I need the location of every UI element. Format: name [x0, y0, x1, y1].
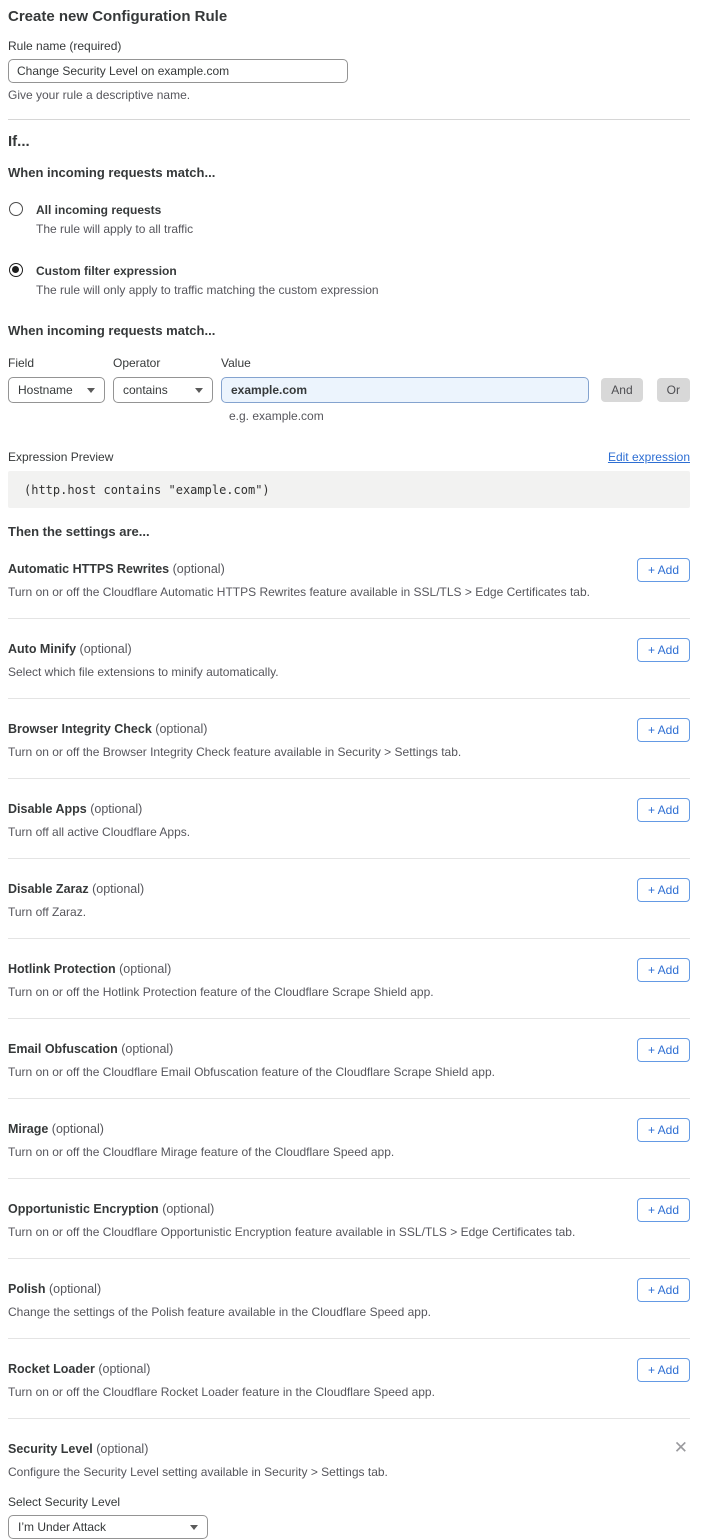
setting-description: Turn off Zaraz.: [8, 905, 87, 919]
setting-row: [8, 539, 690, 619]
setting-optional-tag: (optional): [121, 1042, 174, 1056]
setting-name: Opportunistic Encryption: [8, 1202, 159, 1216]
radio-button[interactable]: [9, 263, 23, 277]
match-type-radio-group: [8, 201, 690, 297]
setting-optional-tag: (optional): [90, 802, 143, 816]
setting-description: Turn on or off the Cloudflare Email Obfuscation feature of the Cloudflare Scrape Shield app.: [8, 1065, 495, 1079]
security-level-select[interactable]: [8, 1515, 208, 1539]
setting-optional-tag: (optional): [96, 1442, 149, 1456]
setting-description: Turn on or off the Cloudflare Rocket Loader feature in the Cloudflare Speed app.: [8, 1385, 435, 1399]
setting-row: [8, 1019, 690, 1099]
setting-optional-tag: (optional): [162, 1202, 215, 1216]
setting-description: Configure the Security Level setting available in Security > Settings tab.: [8, 1465, 388, 1479]
add-button[interactable]: + Add: [637, 1198, 690, 1222]
add-button[interactable]: + Add: [637, 798, 690, 822]
radio-button[interactable]: [9, 202, 23, 216]
security-level-select-value: I’m Under Attack: [18, 1520, 107, 1534]
setting-row: [8, 939, 690, 1019]
radio-option-description: The rule will only apply to traffic matching the custom expression: [36, 283, 379, 297]
setting-name: Disable Zaraz: [8, 882, 89, 896]
setting-name: Email Obfuscation: [8, 1042, 118, 1056]
expression-preview-code: (http.host contains "example.com"): [8, 471, 690, 508]
match-type-radio-option[interactable]: [8, 262, 690, 297]
add-button[interactable]: + Add: [637, 718, 690, 742]
section-divider: [8, 119, 690, 120]
add-button[interactable]: + Add: [637, 1038, 690, 1062]
setting-description: Turn on or off the Browser Integrity Check feature available in Security > Settings tab.: [8, 745, 462, 759]
setting-name: Polish: [8, 1282, 46, 1296]
rule-name-section: [8, 39, 690, 102]
setting-name: Automatic HTTPS Rewrites: [8, 562, 170, 576]
security-level-section: [8, 1419, 690, 1539]
setting-name: Hotlink Protection: [8, 962, 116, 976]
expression-preview-label: Expression Preview: [8, 450, 114, 464]
setting-name: Rocket Loader: [8, 1362, 95, 1376]
setting-description: Turn on or off the Cloudflare Mirage feature of the Cloudflare Speed app.: [8, 1145, 395, 1159]
setting-row: [8, 1179, 690, 1259]
setting-row: [8, 1259, 690, 1339]
rule-name-label: Rule name (required): [8, 39, 122, 53]
edit-expression-link[interactable]: Edit expression: [607, 450, 690, 464]
setting-description: Turn off all active Cloudflare Apps.: [8, 825, 191, 839]
setting-optional-tag: (optional): [155, 722, 208, 736]
setting-name: Mirage: [8, 1122, 49, 1136]
operator-select[interactable]: [113, 377, 213, 403]
setting-optional-tag: (optional): [79, 642, 132, 656]
settings-list: [8, 539, 690, 1419]
setting-row: [8, 1099, 690, 1179]
setting-row: [8, 699, 690, 779]
chevron-down-icon: [190, 1525, 198, 1530]
rule-name-input[interactable]: [8, 59, 348, 83]
builder-heading: When incoming requests match...: [8, 323, 216, 338]
add-button[interactable]: + Add: [637, 1118, 690, 1142]
or-button[interactable]: Or: [657, 378, 690, 402]
add-button[interactable]: + Add: [637, 1358, 690, 1382]
field-select[interactable]: [8, 377, 105, 403]
setting-optional-tag: (optional): [92, 882, 145, 896]
and-button[interactable]: And: [601, 378, 642, 402]
if-heading: If...: [8, 133, 30, 150]
setting-description: Change the settings of the Polish feature available in the Cloudflare Speed app.: [8, 1305, 431, 1319]
radio-option-label: All incoming requests: [36, 203, 162, 217]
setting-description: Turn on or off the Hotlink Protection feature of the Cloudflare Scrape Shield app.: [8, 985, 434, 999]
radio-option-description: The rule will apply to all traffic: [36, 222, 194, 236]
if-section: [8, 133, 690, 297]
expression-preview-header: [8, 450, 690, 464]
value-helper: e.g. example.com: [229, 409, 324, 423]
setting-row: [8, 1339, 690, 1419]
field-label: Field: [8, 356, 35, 370]
setting-name: Security Level: [8, 1442, 93, 1456]
value-input[interactable]: [221, 377, 589, 403]
operator-label: Operator: [113, 356, 161, 370]
radio-option-label: Custom filter expression: [36, 264, 177, 278]
setting-optional-tag: (optional): [51, 1122, 104, 1136]
setting-name: Disable Apps: [8, 802, 87, 816]
setting-optional-tag: (optional): [98, 1362, 151, 1376]
setting-description: Turn on or off the Cloudflare Opportunistic Encryption feature available in SSL/TLS > Edge Certificates tab.: [8, 1225, 576, 1239]
add-button[interactable]: + Add: [637, 558, 690, 582]
match-type-radio-option[interactable]: [8, 201, 690, 236]
chevron-down-icon: [195, 388, 203, 393]
setting-row: [8, 859, 690, 939]
chevron-down-icon: [87, 388, 95, 393]
close-icon[interactable]: ✕: [673, 1438, 688, 1457]
setting-optional-tag: (optional): [49, 1282, 102, 1296]
security-level-select-label: Select Security Level: [8, 1495, 121, 1509]
operator-select-value: contains: [123, 383, 168, 397]
setting-row: [8, 619, 690, 699]
setting-optional-tag: (optional): [119, 962, 172, 976]
setting-name: Auto Minify: [8, 642, 77, 656]
then-settings-heading: Then the settings are...: [8, 524, 150, 539]
value-label: Value: [221, 356, 251, 370]
setting-optional-tag: (optional): [172, 562, 225, 576]
field-select-value: Hostname: [18, 383, 73, 397]
add-button[interactable]: + Add: [637, 1278, 690, 1302]
page-title: Create new Configuration Rule: [8, 8, 228, 25]
add-button[interactable]: + Add: [637, 878, 690, 902]
add-button[interactable]: + Add: [637, 958, 690, 982]
rule-name-helper: Give your rule a descriptive name.: [8, 88, 191, 102]
expression-builder: [8, 323, 690, 423]
setting-row: [8, 779, 690, 859]
setting-description: Turn on or off the Cloudflare Automatic HTTPS Rewrites feature available in SSL/TLS > Edge Certificates tab.: [8, 585, 590, 599]
add-button[interactable]: + Add: [637, 638, 690, 662]
setting-description: Select which file extensions to minify automatically.: [8, 665, 279, 679]
incoming-requests-match-subheading: When incoming requests match...: [8, 165, 216, 180]
setting-name: Browser Integrity Check: [8, 722, 152, 736]
